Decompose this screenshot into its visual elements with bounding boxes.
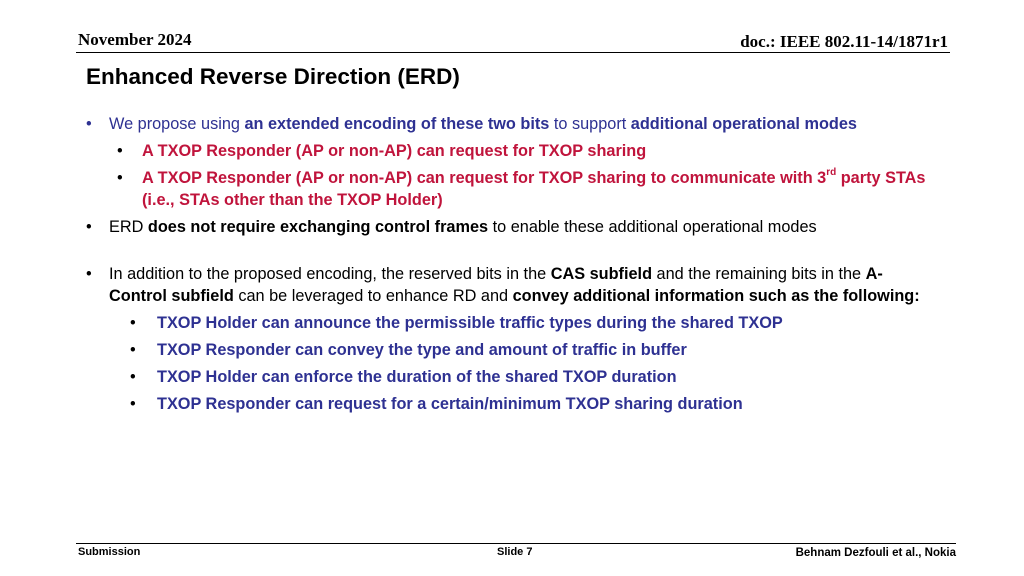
header-date: November 2024 <box>78 30 192 49</box>
footer-authors: Behnam Dezfouli et al., Nokia <box>795 547 956 559</box>
bullet-marker: • <box>130 368 136 386</box>
subbullet-traffic-buffer: • TXOP Responder can convey the type and amount of traffic in buffer <box>130 341 687 359</box>
bullet-no-control-frames: • ERD does not require exchanging control frames to enable these additional operational modes <box>86 218 817 236</box>
subbullet-txop-sharing: • A TXOP Responder (AP or non-AP) can request for TXOP sharing <box>117 142 647 160</box>
subbullet-request-duration: • TXOP Responder can request for a certain/minimum TXOP sharing duration <box>130 395 743 413</box>
subbullet-traffic-types: • TXOP Holder can announce the permissible traffic types during the shared TXOP <box>130 314 783 332</box>
subbullet-third-party: • A TXOP Responder (AP or non-AP) can request for TXOP sharing to communicate with 3rd party STAs (i.e., STAs other than the TXOP Holder) <box>117 167 926 209</box>
bullet-marker: • <box>130 395 136 413</box>
slide-body <box>86 113 932 415</box>
bullet-marker: • <box>130 314 136 332</box>
bullet-marker: • <box>117 142 123 160</box>
slide-title: Enhanced Reverse Direction (ERD) <box>86 64 460 89</box>
header-doc-id: doc.: IEEE 802.11-14/1871r1 <box>740 32 948 51</box>
subbullet-enforce-duration: • TXOP Holder can enforce the duration of the shared TXOP duration <box>130 368 677 386</box>
bullet-marker: • <box>130 341 136 359</box>
bullet-marker: • <box>86 218 92 236</box>
bullet-reserved-bits: • In addition to the proposed encoding, the reserved bits in the CAS subfield and the remaining bits in the A-Control subfield can be leveraged to enhance RD and convey additional information such as the following: <box>86 265 920 305</box>
bullet-extended-encoding: • We propose using an extended encoding of these two bits to support additional operational modes <box>86 115 857 133</box>
footer-divider <box>76 543 956 544</box>
footer-slide-number: Slide 7 <box>497 546 533 558</box>
header-divider <box>76 52 950 53</box>
bullet-marker: • <box>117 169 123 187</box>
footer-submission: Submission <box>78 546 141 558</box>
bullet-marker: • <box>86 115 92 133</box>
bullet-marker: • <box>86 265 92 283</box>
